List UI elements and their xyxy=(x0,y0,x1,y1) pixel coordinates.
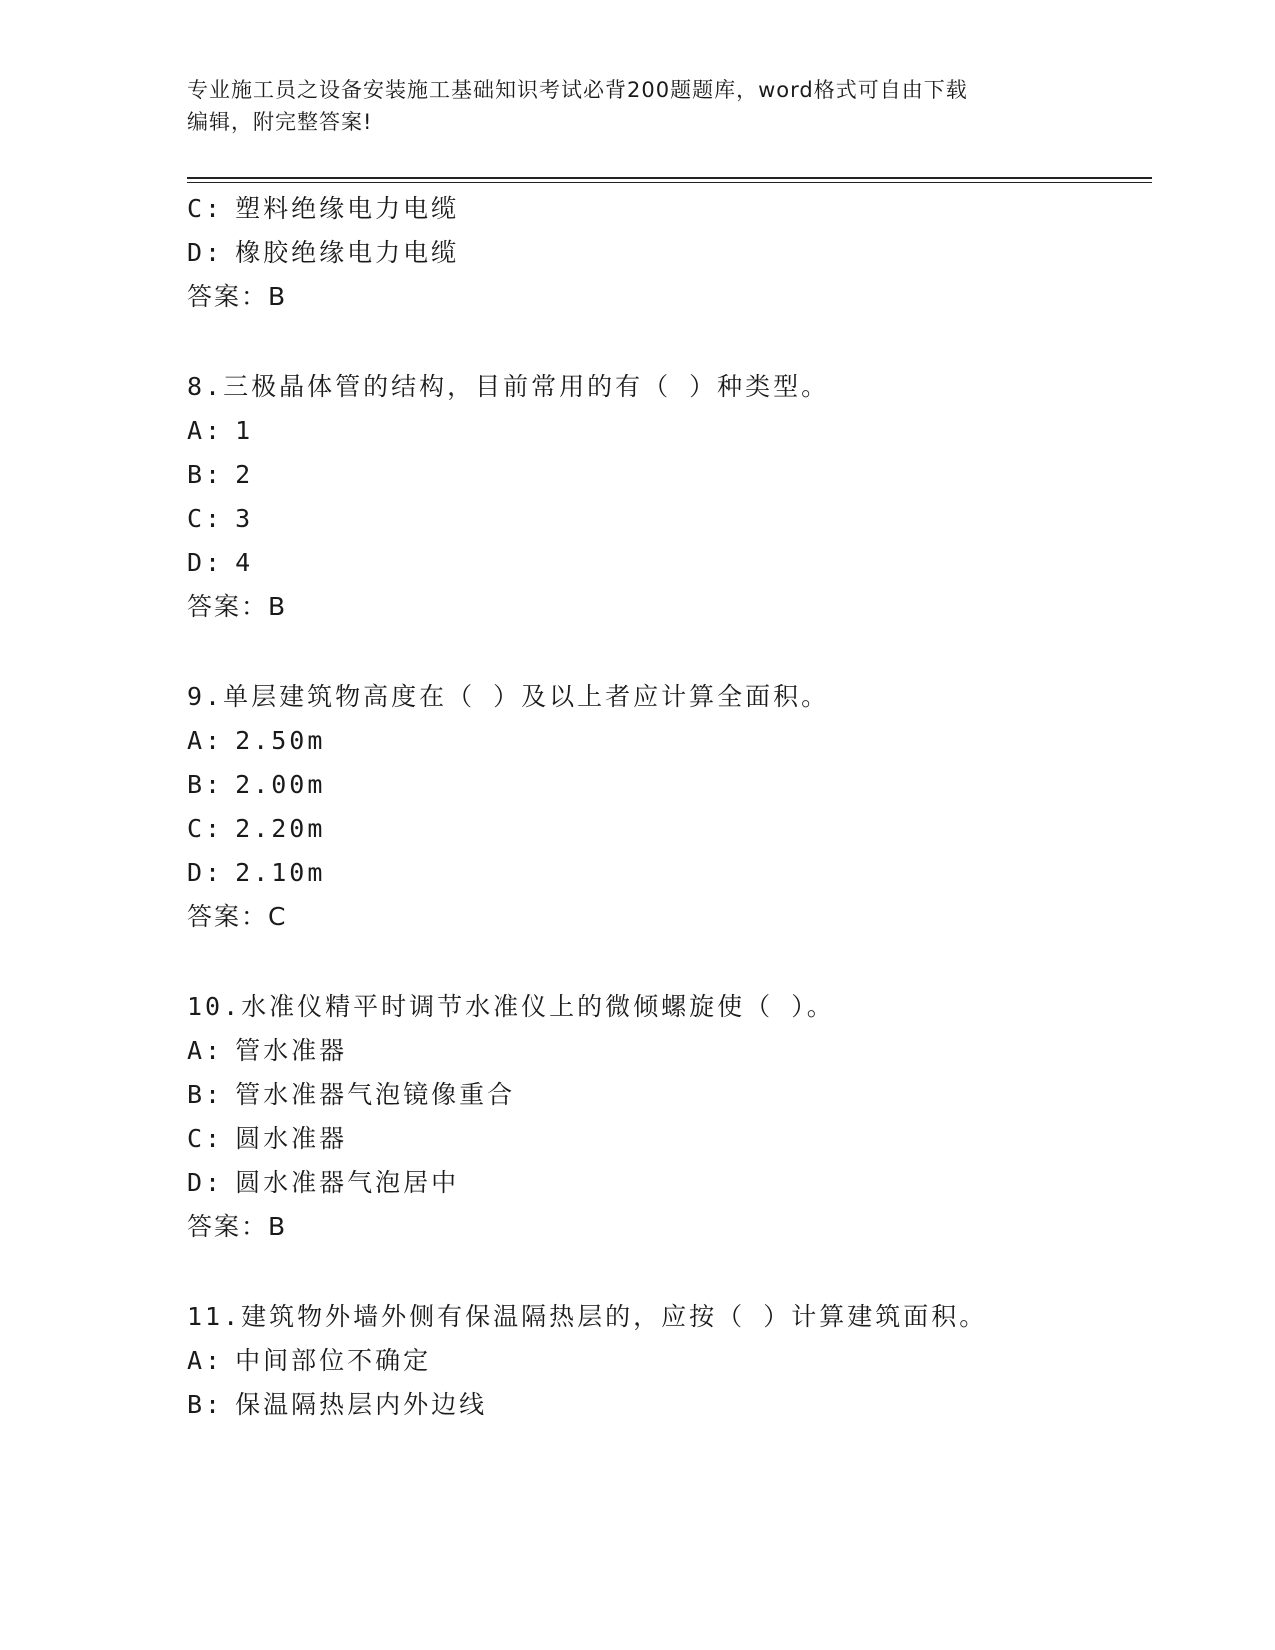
answer-label: 答案： xyxy=(187,592,269,621)
answer-label: 答案： xyxy=(187,902,269,931)
option-label: A: xyxy=(187,1036,224,1065)
q10-option-c xyxy=(187,1122,347,1156)
option-label: B: xyxy=(187,770,224,799)
option-text: 橡胶绝缘电力电缆 xyxy=(235,238,460,267)
option-label: B: xyxy=(187,1390,224,1419)
q10-option-b xyxy=(187,1078,515,1112)
q8-question: 8.三极晶体管的结构，目前常用的有（ ）种类型。 xyxy=(187,372,830,401)
header-divider-thick xyxy=(187,177,1152,179)
q8-answer xyxy=(187,590,287,624)
option-label: A: xyxy=(187,1346,224,1375)
q9-option-c xyxy=(187,812,325,846)
option-label: D: xyxy=(187,858,224,887)
answer-value: B xyxy=(268,1212,288,1241)
answer-value: B xyxy=(268,592,288,621)
option-text: 圆水准器 xyxy=(235,1124,348,1153)
option-text: 中间部位不确定 xyxy=(235,1346,432,1375)
header-divider-thin xyxy=(187,182,1152,183)
q11-question: 11.建筑物外墙外侧有保温隔热层的，应按（ ）计算建筑面积。 xyxy=(187,1302,988,1331)
q9-option-a xyxy=(187,724,325,758)
option-text: 2.50m xyxy=(235,726,326,755)
option-label: C: xyxy=(187,194,224,223)
q7-option-c xyxy=(187,192,459,226)
option-label: C: xyxy=(187,1124,224,1153)
q9-option-b xyxy=(187,768,325,802)
q8-option-d xyxy=(187,546,253,580)
answer-value: B xyxy=(268,282,288,311)
q10-answer xyxy=(187,1210,287,1244)
option-text: 保温隔热层内外边线 xyxy=(235,1390,488,1419)
option-text: 塑料绝缘电力电缆 xyxy=(235,194,460,223)
q8-option-a xyxy=(187,414,253,448)
option-label: B: xyxy=(187,1080,224,1109)
option-label: D: xyxy=(187,548,224,577)
q10-option-d xyxy=(187,1166,459,1200)
header-title-line-1: 专业施工员之设备安装施工基础知识考试必背200题题库，word格式可自由下载 xyxy=(187,78,968,102)
option-text: 管水准器气泡镜像重合 xyxy=(235,1080,516,1109)
q9-question: 9.单层建筑物高度在（ ）及以上者应计算全面积。 xyxy=(187,682,830,711)
option-text: 2.20m xyxy=(235,814,326,843)
option-label: D: xyxy=(187,238,224,267)
option-text: 圆水准器气泡居中 xyxy=(235,1168,460,1197)
document-header xyxy=(187,74,1067,138)
q7-answer xyxy=(187,280,287,314)
option-label: D: xyxy=(187,1168,224,1197)
option-label: A: xyxy=(187,416,224,445)
q9-answer xyxy=(187,900,287,934)
option-text: 2 xyxy=(235,460,254,489)
option-text: 管水准器 xyxy=(235,1036,348,1065)
option-text: 2.00m xyxy=(235,770,326,799)
q8-option-c xyxy=(187,502,253,536)
option-text: 2.10m xyxy=(235,858,326,887)
option-label: C: xyxy=(187,504,224,533)
answer-label: 答案： xyxy=(187,282,269,311)
answer-value: C xyxy=(268,902,288,931)
answer-label: 答案： xyxy=(187,1212,269,1241)
q10-option-a xyxy=(187,1034,347,1068)
option-label: C: xyxy=(187,814,224,843)
option-label: B: xyxy=(187,460,224,489)
header-title-line-2: 编辑，附完整答案! xyxy=(187,110,373,134)
option-text: 3 xyxy=(235,504,254,533)
q11-option-a xyxy=(187,1344,431,1378)
q7-option-d xyxy=(187,236,459,270)
option-label: A: xyxy=(187,726,224,755)
q9-option-d xyxy=(187,856,325,890)
option-text: 4 xyxy=(235,548,254,577)
q11-option-b xyxy=(187,1388,487,1422)
q8-option-b xyxy=(187,458,253,492)
q10-question: 10.水准仪精平时调节水准仪上的微倾螺旋使（ ）。 xyxy=(187,992,835,1021)
option-text: 1 xyxy=(235,416,254,445)
